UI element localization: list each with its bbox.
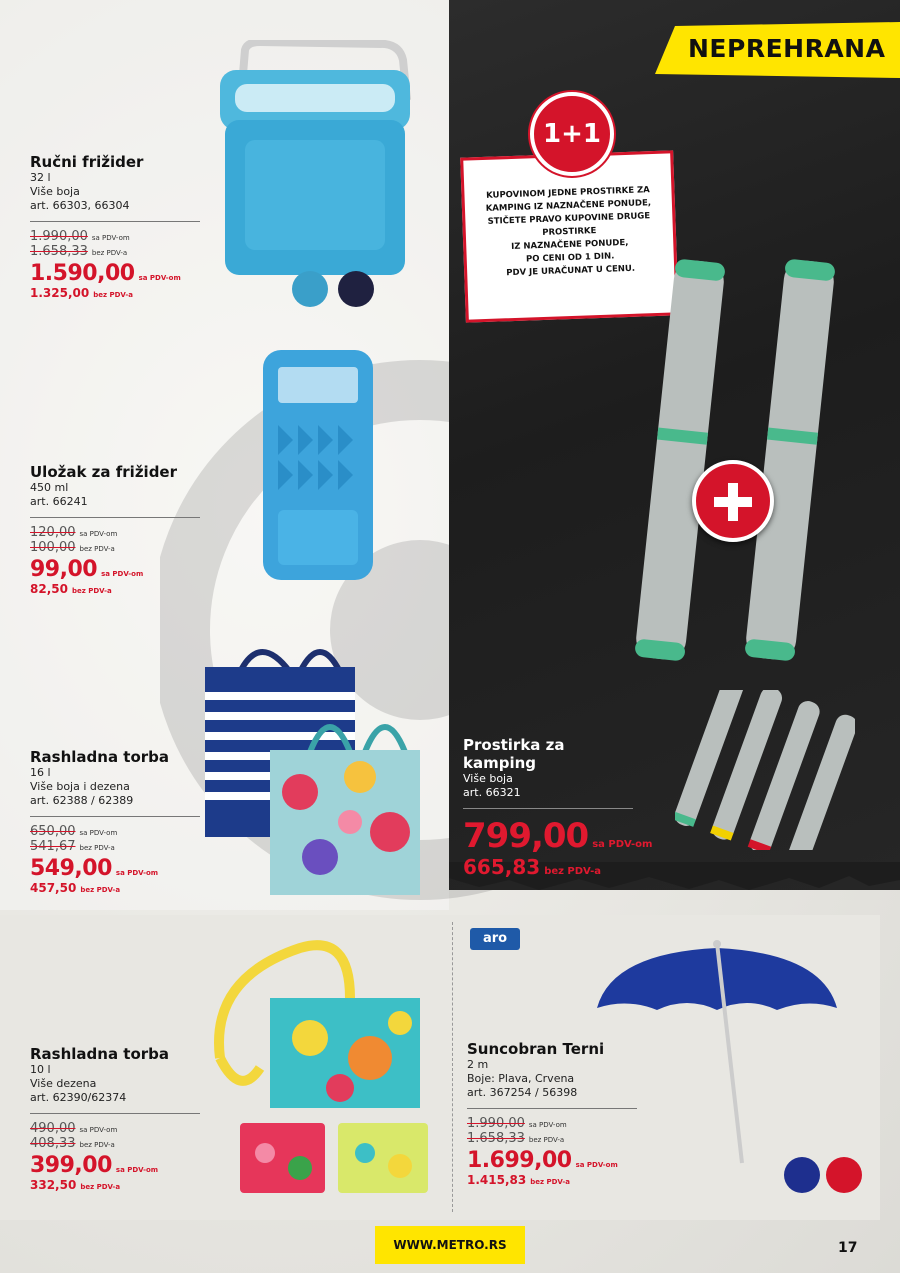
divider <box>463 808 633 809</box>
promo-line: IZ NAZNAČENE PONUDE, <box>510 237 629 253</box>
cooler-image <box>215 40 415 280</box>
divider <box>30 816 200 817</box>
product-detail: 2 m <box>467 1058 489 1071</box>
net-tag: bez PDV-a <box>80 1183 121 1191</box>
product-detail: Više dezena <box>30 1077 97 1090</box>
camping-mats-colors-image <box>675 690 855 850</box>
divider <box>452 922 453 1212</box>
plus-icon <box>692 460 774 542</box>
price: 799,00 <box>463 816 589 856</box>
product-detail: Boje: Plava, Crvena <box>467 1072 575 1085</box>
promo-line: PROSTIRKE <box>542 226 597 238</box>
swatch-blue[interactable] <box>784 1157 820 1193</box>
divider <box>30 1113 200 1114</box>
price-tag: sa PDV-om <box>575 1161 618 1169</box>
old-price: 1.990,00 <box>467 1116 525 1131</box>
product-name: Ručni frižider <box>30 153 144 171</box>
price-tag: sa PDV-om <box>115 1166 159 1174</box>
old-price-tag: sa PDV-om <box>79 530 118 538</box>
product-camping-mat <box>463 736 653 879</box>
net-price: 82,50 <box>30 582 68 596</box>
old-net-price: 100,00 <box>30 540 76 555</box>
product-detail: 10 l <box>30 1063 51 1076</box>
swatch-blue[interactable] <box>292 271 328 307</box>
product-name: Rashladna torba <box>30 748 170 766</box>
net-price: 332,50 <box>30 1178 77 1192</box>
old-price: 490,00 <box>30 1121 76 1136</box>
price-tag: sa PDV-om <box>592 839 653 850</box>
net-price: 1.415,83 <box>467 1173 527 1187</box>
product-detail: art. 62390/62374 <box>30 1091 127 1104</box>
old-net-price: 1.658,33 <box>30 244 88 259</box>
product-detail: art. 66241 <box>30 495 88 508</box>
price-tag: sa PDV-om <box>115 869 159 877</box>
product-detail: 32 l <box>30 171 51 184</box>
category-title: NEPREHRANA <box>688 34 886 63</box>
swatch-red[interactable] <box>826 1157 862 1193</box>
product-detail: 16 l <box>30 766 51 779</box>
old-price-tag: sa PDV-om <box>528 1121 567 1129</box>
product-name: Uložak za frižider <box>30 463 177 481</box>
old-net-tag: bez PDV-a <box>79 844 115 852</box>
product-cooler <box>30 153 200 300</box>
net-tag: bez PDV-a <box>530 1178 570 1186</box>
net-tag: bez PDV-a <box>93 291 133 299</box>
old-price: 1.990,00 <box>30 229 88 244</box>
net-tag: bez PDV-a <box>71 587 112 595</box>
product-name: Prostirka za kamping <box>463 736 565 772</box>
price-tag: sa PDV-om <box>138 274 181 282</box>
promo-line: KUPOVINOM JEDNE PROSTIRKE ZA <box>485 185 650 201</box>
page-number: 17 <box>838 1240 858 1256</box>
product-ice-pack <box>30 463 200 596</box>
old-net-tag: bez PDV-a <box>79 1141 115 1149</box>
cooler-bag-10-image <box>200 938 440 1200</box>
product-detail: Više boja <box>463 772 513 785</box>
old-price-tag: sa PDV-om <box>79 829 118 837</box>
old-price: 120,00 <box>30 525 76 540</box>
product-bag-10 <box>30 1045 200 1192</box>
old-net-tag: bez PDV-a <box>79 545 115 553</box>
product-name: Rashladna torba <box>30 1045 170 1063</box>
old-net-tag: bez PDV-a <box>528 1136 565 1144</box>
ice-pack-image <box>258 345 378 585</box>
price: 549,00 <box>30 856 112 881</box>
aro-brand-logo: aro <box>470 928 520 950</box>
price: 99,00 <box>30 557 98 582</box>
website-link[interactable]: WWW.METRO.RS <box>375 1226 525 1264</box>
old-net-tag: bez PDV-a <box>91 249 128 257</box>
price-tag: sa PDV-om <box>101 570 144 578</box>
product-name: Suncobran Terni <box>467 1040 605 1058</box>
divider <box>467 1108 637 1109</box>
price: 1.590,00 <box>30 261 135 286</box>
old-price-tag: sa PDV-om <box>79 1126 118 1134</box>
product-detail: art. 66321 <box>463 786 521 799</box>
promo-line: PDV JE URAČUNAT U CENU. <box>506 263 636 279</box>
divider <box>30 221 200 222</box>
product-detail: Više boja <box>30 185 80 198</box>
promo-line: STIČETE PRAVO KUPOVINE DRUGE <box>487 211 651 227</box>
old-price-tag: sa PDV-om <box>91 234 130 242</box>
net-tag: bez PDV-a <box>80 886 121 894</box>
product-detail: 450 ml <box>30 481 69 494</box>
promo-badge <box>530 92 614 176</box>
old-net-price: 408,33 <box>30 1136 76 1151</box>
net-tag: bez PDV-a <box>544 866 601 877</box>
price: 1.699,00 <box>467 1148 572 1173</box>
promo-line: KAMPING IZ NAZNAČENE PONUDE, <box>485 198 652 214</box>
product-umbrella <box>467 1040 637 1187</box>
net-price: 457,50 <box>30 881 77 895</box>
net-price: 1.325,00 <box>30 286 90 300</box>
promo-line: PO CENI OD 1 DIN. <box>525 251 615 265</box>
product-detail: art. 66303, 66304 <box>30 199 130 212</box>
old-net-price: 1.658,33 <box>467 1131 525 1146</box>
old-price: 650,00 <box>30 824 76 839</box>
promo-badge-text: 1+1 <box>543 119 601 149</box>
price: 399,00 <box>30 1153 112 1178</box>
swatch-navy[interactable] <box>338 271 374 307</box>
cooler-bag-16-image <box>200 632 430 902</box>
product-bag-16 <box>30 748 200 895</box>
product-detail: art. 367254 / 56398 <box>467 1086 578 1099</box>
product-detail: Više boja i dezena <box>30 780 130 793</box>
old-net-price: 541,67 <box>30 839 76 854</box>
net-price: 665,83 <box>463 855 541 879</box>
product-detail: art. 62388 / 62389 <box>30 794 134 807</box>
divider <box>30 517 200 518</box>
